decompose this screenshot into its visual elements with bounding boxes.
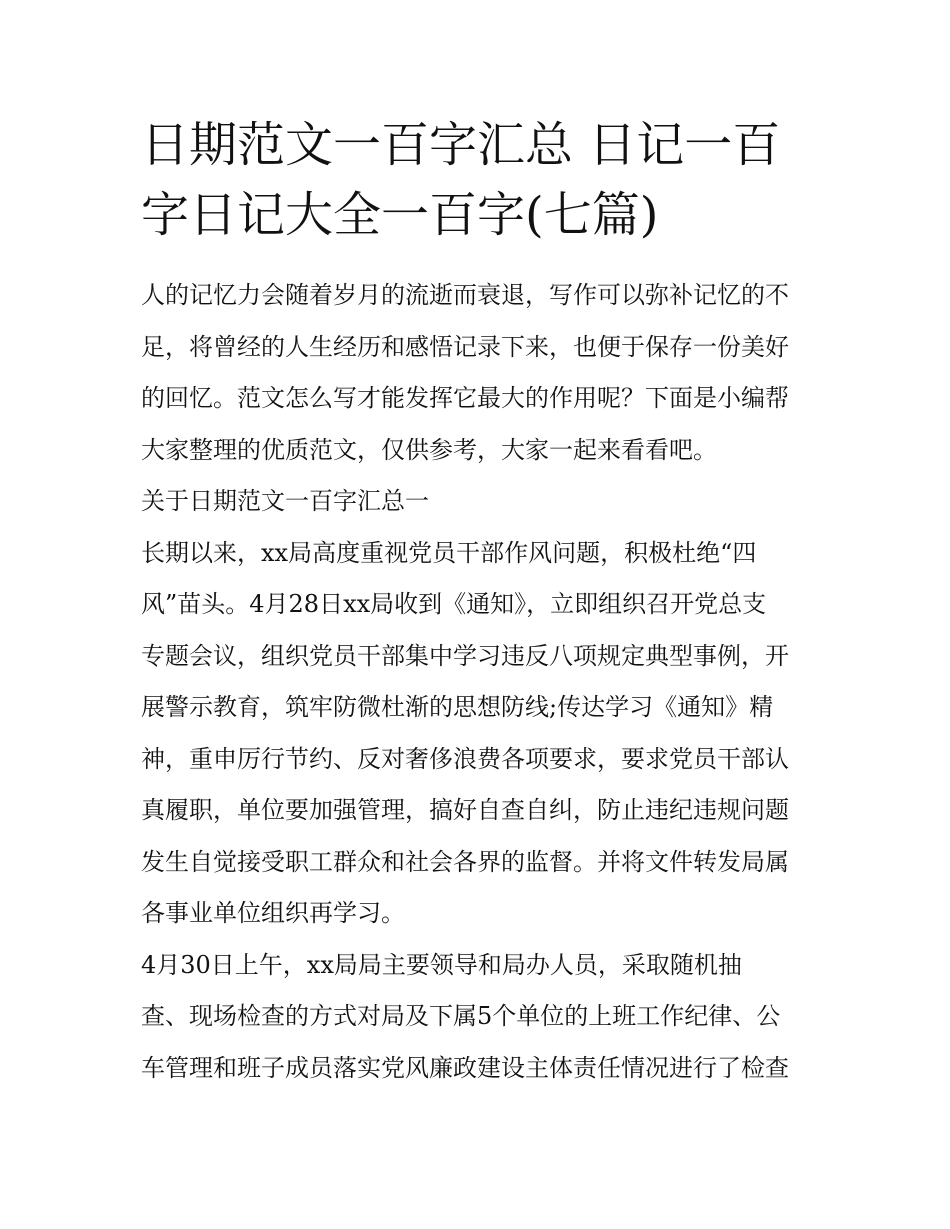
text-line: 足，将曾经的人生经历和感悟记录下来，也便于保存一份美好 — [141, 332, 789, 361]
text-line: 查、现场检查的方式对局及下属5个单位的上班工作纪律、公 — [141, 1002, 781, 1030]
text-line: 各事业单位组织再学习。 — [141, 899, 405, 927]
document-page — [141, 110, 821, 1094]
text-line: 真履职，单位要加强管理，搞好自查自纠，防止违纪违规问题 — [141, 796, 789, 824]
text-line: 4月30日上午，xx局局主要领导和局办人员，采取随机抽 — [141, 950, 742, 979]
section-heading: 关于日期范文一百字汇总一 — [141, 487, 429, 515]
document-title — [141, 110, 821, 250]
document-body — [141, 270, 821, 1094]
paragraph-1 — [141, 528, 821, 940]
text-line: 发生自觉接受职工群众和社会各界的监督。并将文件转发局属 — [141, 847, 789, 876]
text-line: 神，重申厉行节约、反对奢侈浪费各项要求，要求党员干部认 — [141, 744, 789, 773]
title-line: 字日记大全一百字(七篇) — [141, 187, 659, 243]
text-line: 的回忆。范文怎么写才能发挥它最大的作用呢？下面是小编帮 — [141, 384, 789, 412]
text-line: 人的记忆力会随着岁月的流逝而衰退，写作可以弥补记忆的不 — [141, 281, 789, 309]
text-line: 长期以来，xx局高度重视党员干部作风问题，积极杜绝“四 — [141, 538, 757, 567]
text-line: 车管理和班子成员落实党风廉政建设主体责任情况进行了检查 — [141, 1053, 789, 1082]
text-line: 风”苗头。4月28日xx局收到《通知》，立即组织召开党总支 — [141, 590, 767, 618]
title-line: 日期范文一百字汇总 日记一百 — [141, 117, 781, 173]
text-line: 大家整理的优质范文，仅供参考，大家一起来看看吧。 — [141, 435, 717, 464]
text-line: 展警示教育，筑牢防微杜渐的思想防线;传达学习《通知》精 — [141, 693, 774, 721]
paragraph-2 — [141, 940, 821, 1095]
text-line: 专题会议，组织党员干部集中学习违反八项规定典型事例，开 — [141, 641, 789, 670]
intro-paragraph — [141, 270, 821, 476]
